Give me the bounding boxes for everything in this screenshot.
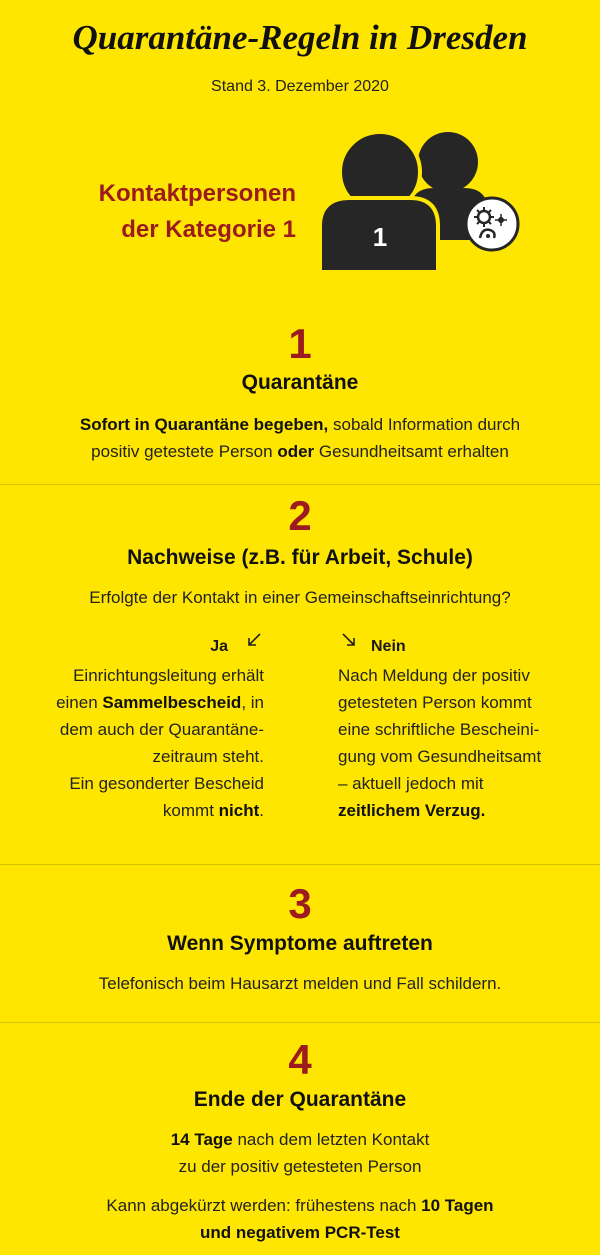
section-number: 1 [288,320,312,367]
section-number: 4 [288,1036,312,1083]
section-number: 2 [288,492,312,539]
date-stamp: Stand 3. Dezember 2020 [211,78,389,95]
section-quarantine [0,322,600,465]
page-title: Quarantäne-Regeln in Dresden [72,18,528,57]
divider [0,484,600,485]
section-text: Telefonisch beim Hausarzt melden und Fall schildern. [98,974,502,993]
ja-text: Einrichtungsleitung erhält einen Sammelbescheid, in dem auch der Quarantäne- zeitraum steht. Ein gesonderter Bescheid kommt nicht. [56,666,264,820]
section-title: Wenn Symptome auftreten [167,932,433,955]
arrow-down-left-icon [246,632,262,648]
arrow-down-right-icon [341,632,357,648]
back-person-head [418,132,478,192]
section-duration: 14 Tage nach dem letzten Kontakt zu der positiv getesteten Person [170,1130,430,1176]
section-shortening: Kann abgekürzt werden: frühestens nach 10 Tagen und negativem PCR-Test [106,1196,494,1242]
divider [0,864,600,865]
nein-text: Nach Meldung der positiv getesteten Person kommt eine schriftliche Bescheini- gung vom Gesundheitsamt – aktuell jedoch mit zeitlichem Verzug. [338,666,542,820]
section-evidence [0,494,600,611]
virus-badge-icon [466,198,518,250]
contact-persons-icon [318,128,530,276]
section-title: Nachweise (z.B. für Arbeit, Schule) [127,546,473,569]
section-number: 3 [288,880,312,927]
section-title: Quarantäne [241,371,359,394]
nein-label: Nein [371,638,406,655]
section-end-quarantine [0,1038,600,1246]
contact-label-line1: Kontaktpersonen [98,180,296,207]
divider [0,1022,600,1023]
section-title: Ende der Quarantäne [193,1088,407,1111]
section-symptoms [0,882,600,997]
contact-category-label [30,176,296,248]
contact-label-line2: der Kategorie 1 [121,216,296,243]
category-number: 1 [372,222,388,252]
section-text: Sofort in Quarantäne begeben, sobald Information durch positiv getestete Person oder Gesundheitsamt erhalten [79,415,521,461]
section-question: Erfolgte der Kontakt in einer Gemeinschaftseinrichtung? [89,588,511,607]
ja-label: Ja [210,638,228,655]
